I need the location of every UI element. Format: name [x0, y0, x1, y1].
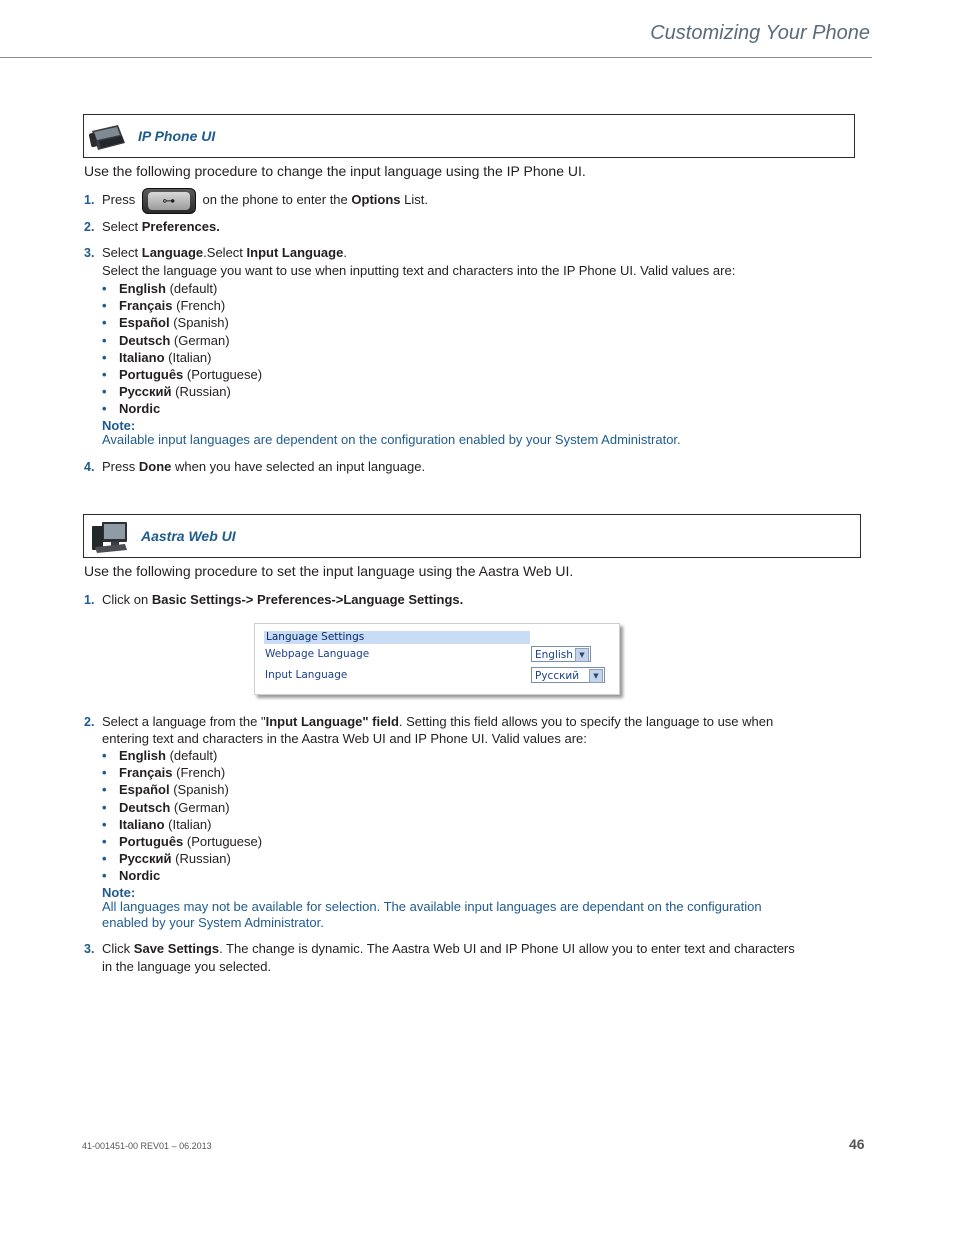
note-text: Available input languages are dependent on the configuration enabled by your System Administrator. — [102, 432, 681, 447]
language-item: • Français (French) — [102, 764, 262, 781]
language-item: • Italiano (Italian) — [102, 816, 262, 833]
chevron-down-icon: ▼ — [575, 648, 589, 662]
page-header-title: Customizing Your Phone — [650, 22, 870, 44]
language-settings-screenshot — [254, 623, 620, 695]
step-number: 4. — [84, 460, 95, 474]
step-number: 1. — [84, 593, 95, 607]
page-number: 46 — [849, 1136, 865, 1152]
ip-phone-icon — [88, 121, 128, 153]
section-title: Aastra Web UI — [141, 528, 236, 544]
note-label: Note: — [102, 418, 136, 433]
step-number: 1. — [84, 193, 95, 207]
language-item: • Deutsch (German) — [102, 799, 262, 816]
language-item: • English (default) — [102, 280, 262, 297]
computer-icon — [89, 520, 129, 554]
step-text: Select a language from the "Input Language" field. Setting this field allows you to specify the language to use when — [102, 714, 774, 729]
language-item: • Español (Spanish) — [102, 781, 262, 798]
intro-text: Use the following procedure to set the input language using the Aastra Web UI. — [84, 563, 574, 579]
section-aastra-web-ui — [83, 514, 861, 558]
webpage-language-select[interactable]: English ▼ — [531, 646, 591, 662]
step-text-continued: in the language you selected. — [102, 959, 272, 974]
language-item: • Português (Portuguese) — [102, 833, 262, 850]
note-label: Note: — [102, 885, 136, 900]
step-number: 3. — [84, 942, 95, 956]
step-text: Select Language.Select Input Language. — [102, 245, 347, 260]
step-text: Select Preferences. — [102, 219, 220, 234]
document-code: 41-001451-00 REV01 – 06.2013 — [82, 1141, 212, 1151]
section-ip-phone-ui — [83, 114, 855, 158]
language-item: • Português (Portuguese) — [102, 366, 262, 383]
chevron-down-icon: ▼ — [589, 669, 603, 683]
step-text-continued: entering text and characters in the Aastra Web UI and IP Phone UI. Valid values are: — [102, 731, 587, 746]
language-item: • Français (French) — [102, 297, 262, 314]
language-item: • Deutsch (German) — [102, 332, 262, 349]
language-item: • Italiano (Italian) — [102, 349, 262, 366]
step-text: Press Done when you have selected an input language. — [102, 459, 426, 474]
note-text-continued: enabled by your System Administrator. — [102, 915, 324, 930]
input-language-select[interactable]: Русский ▼ — [531, 667, 605, 683]
language-item: • Español (Spanish) — [102, 314, 262, 331]
step-text: Click on Basic Settings-> Preferences->Language Settings. — [102, 592, 464, 607]
language-list — [102, 280, 262, 418]
step-text: Click Save Settings. The change is dynamic. The Aastra Web UI and IP Phone UI allow you to enter text and characters — [102, 941, 795, 956]
language-settings-header: Language Settings — [264, 631, 530, 644]
step-number: 3. — [84, 246, 95, 260]
language-list — [102, 747, 262, 885]
intro-text: Use the following procedure to change the input language using the IP Phone UI. — [84, 163, 586, 179]
note-text: All languages may not be available for selection. The available input languages are dependant on the configuration — [102, 899, 762, 914]
webpage-language-label: Webpage Language — [265, 648, 370, 660]
header-divider — [0, 57, 872, 58]
step-number: 2. — [84, 715, 95, 729]
language-item: • Русский (Russian) — [102, 850, 262, 867]
step-text: Press ⊶ on the phone to enter the Options List. — [102, 186, 428, 214]
step-description: Select the language you want to use when inputting text and characters into the IP Phone UI. Valid values are: — [102, 263, 736, 278]
input-language-label: Input Language — [265, 669, 348, 681]
section-title: IP Phone UI — [138, 128, 216, 144]
language-item: • Nordic — [102, 400, 262, 417]
language-item: • Русский (Russian) — [102, 383, 262, 400]
step-number: 2. — [84, 220, 95, 234]
language-item: • Nordic — [102, 867, 262, 884]
options-key-icon: ⊶ — [142, 188, 196, 214]
language-item: • English (default) — [102, 747, 262, 764]
